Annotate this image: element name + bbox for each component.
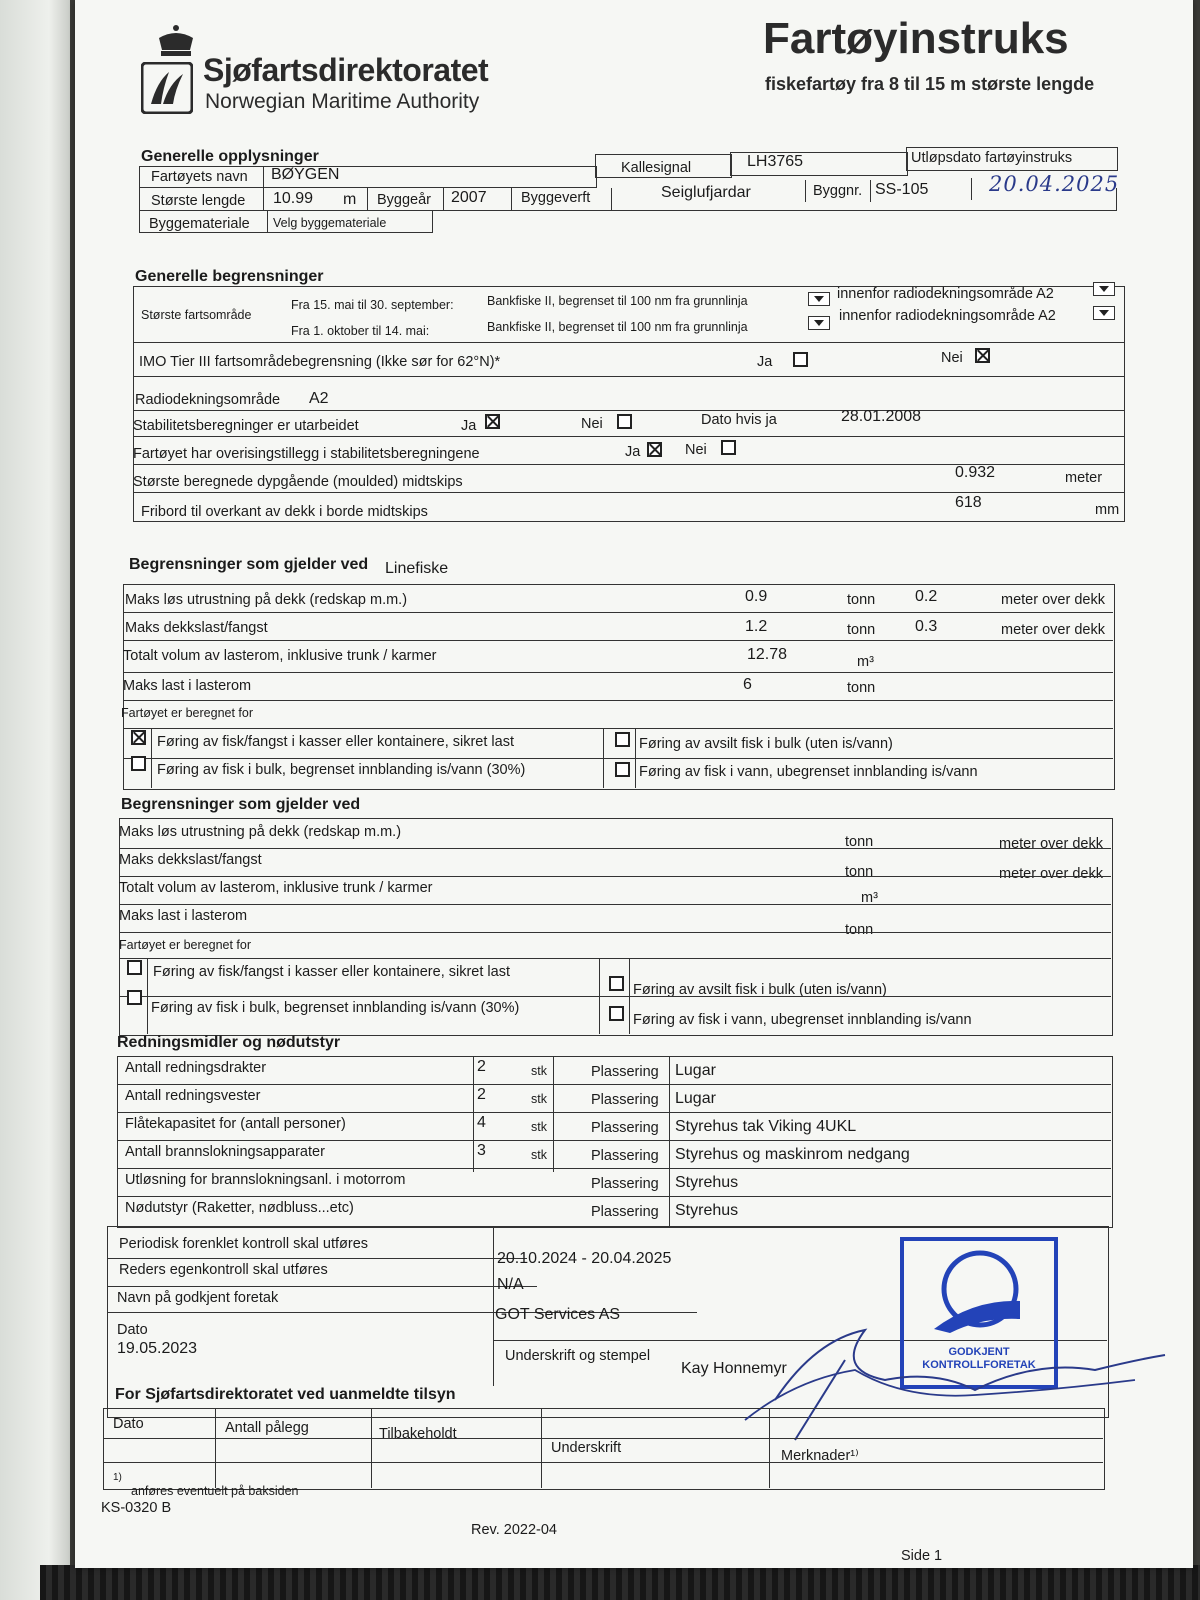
binder-spine <box>40 1565 1200 1600</box>
hold-label: Maks last i lasterom <box>123 678 252 694</box>
stamp-line1: GODKJENT <box>948 1346 1010 1358</box>
periodic-label: Periodisk forenklet kontroll skal utføres <box>119 1236 369 1252</box>
placement-label: Plassering <box>591 1204 659 1220</box>
col-orders: Antall pålegg <box>225 1420 309 1436</box>
icing-ja-checkbox[interactable] <box>647 442 662 457</box>
col-date: Dato <box>113 1416 144 1432</box>
col-remarks: Merknader¹⁾ <box>781 1448 859 1464</box>
loose-gear-tonn-field[interactable]: 0.9 <box>745 588 768 605</box>
rescue-row-placement[interactable]: Lugar <box>675 1090 716 1107</box>
rescue-row-placement[interactable]: Lugar <box>675 1062 716 1079</box>
freeboard-unit: mm <box>1095 502 1120 518</box>
rescue-row-label: Nødutstyr (Raketter, nødbluss...etc) <box>125 1200 354 1216</box>
general-limits-title: Generelle begrensninger <box>135 268 324 285</box>
opt4-checkbox[interactable] <box>615 762 630 777</box>
rescue-row-label: Antall redningsvester <box>125 1088 261 1104</box>
deck-cargo-label: Maks dekkslast/fangst <box>125 620 268 636</box>
icing-nei-checkbox[interactable] <box>721 440 736 455</box>
radio2-select[interactable]: innenfor radiodekningsområde A2 <box>839 308 1056 324</box>
opt1-label-2: Føring av fisk/fangst i kasser eller kontainere, sikret last <box>153 964 510 980</box>
radio-area-value[interactable]: A2 <box>309 390 329 407</box>
date-field[interactable]: 19.05.2023 <box>117 1340 198 1357</box>
stability-nei-checkbox[interactable] <box>617 414 632 429</box>
freeboard-field[interactable]: 618 <box>955 494 982 511</box>
period1-label: Fra 15. mai til 30. september: <box>291 298 454 312</box>
hold-label-2: Maks last i lasterom <box>119 908 248 924</box>
opt2-label-2: Føring av avsilt fisk i bulk (uten is/vann) <box>633 982 887 998</box>
icing-nei-label: Nei <box>685 442 707 458</box>
material-label: Byggemateriale <box>149 216 250 232</box>
rescue-title: Redningsmidler og nødutstyr <box>117 1034 341 1051</box>
icing-ja-label: Ja <box>625 444 641 460</box>
rescue-row-label: Antall brannslokningsapparater <box>125 1144 325 1160</box>
opt1-checkbox-2[interactable] <box>127 960 142 975</box>
company-label: Navn på godkjent foretak <box>117 1290 279 1306</box>
rescue-row-unit: stk <box>531 1148 547 1162</box>
build-year-field[interactable]: 2007 <box>451 189 487 206</box>
unit-height: meter over dekk <box>1001 592 1105 608</box>
length-field[interactable]: 10.99 <box>273 190 314 207</box>
deck-cargo-height-field[interactable]: 0.3 <box>915 618 938 635</box>
rescue-row-unit: stk <box>531 1064 547 1078</box>
callsign-label: Kallesignal <box>621 160 692 176</box>
rescue-row-placement[interactable]: Styrehus og maskinrom nedgang <box>675 1146 910 1163</box>
rescue-row-unit: stk <box>531 1120 547 1134</box>
col-held: Tilbakeholdt <box>379 1426 457 1442</box>
loose-gear-height-field[interactable]: 0.2 <box>915 588 938 605</box>
crown-icon <box>155 24 197 58</box>
general-info-title: Generelle opplysninger <box>141 148 319 165</box>
unit-tonn: tonn <box>845 864 874 880</box>
stability-ja-checkbox[interactable] <box>485 414 500 429</box>
opt4-label-2: Føring av fisk i vann, ubegrenset innblanding is/vann <box>633 1012 972 1028</box>
fishing-type-select[interactable]: Linefiske <box>385 560 449 577</box>
opt4-checkbox-2[interactable] <box>609 1006 624 1021</box>
hold-field[interactable]: 6 <box>743 676 752 693</box>
opt3-checkbox[interactable] <box>131 756 146 771</box>
max-area-label: Største fartsområde <box>141 308 252 322</box>
revision: Rev. 2022-04 <box>471 1522 557 1538</box>
opt4-label: Føring av fisk i vann, ubegrenset innblanding is/vann <box>639 764 978 780</box>
deck-cargo-label-2: Maks dekkslast/fangst <box>119 852 262 868</box>
rescue-row-count[interactable]: 2 <box>477 1086 486 1103</box>
rescue-row-label: Antall redningsdrakter <box>125 1060 267 1076</box>
unit-tonn: tonn <box>845 834 874 850</box>
opt2-checkbox-2[interactable] <box>609 976 624 991</box>
shipyard-label: Byggeverft <box>521 190 591 206</box>
vessel-name-field[interactable]: BØYGEN <box>271 166 340 183</box>
document-subtitle: fiskefartøy fra 8 til 15 m største lengde <box>765 74 1095 94</box>
owner-control-label: Reders egenkontroll skal utføres <box>119 1262 328 1278</box>
expiry-date-handwritten[interactable]: 20.04.2025 <box>989 172 1120 196</box>
vessel-name-label: Fartøyets navn <box>151 169 248 185</box>
rescue-row-count[interactable]: 3 <box>477 1142 486 1159</box>
footnote-mark: 1) <box>113 1472 122 1483</box>
opt3-label-2: Føring av fisk i bulk, begrenset innblanding is/vann (30%) <box>151 1000 520 1016</box>
imo-label: IMO Tier III fartsområdebegrensning (Ikke sør for 62°N)* <box>139 354 501 370</box>
designed-for-label-2: Fartøyet er beregnet for <box>119 938 252 952</box>
periodic-field[interactable]: 20.10.2024 - 20.04.2025 <box>497 1250 672 1267</box>
period2-label: Fra 1. oktober til 14. mai: <box>291 324 430 338</box>
document-title: Fartøyinstruks <box>763 14 1069 63</box>
icing-label: Fartøyet har overisingstillegg i stabilitetsberegningene <box>133 446 480 462</box>
stability-ja-label: Ja <box>461 418 477 434</box>
unit-height: meter over dekk <box>999 836 1103 852</box>
company-field[interactable]: GOT Services AS <box>495 1306 621 1323</box>
callsign-field[interactable]: LH3765 <box>747 153 804 170</box>
unit-m3: m³ <box>861 890 878 906</box>
rescue-row-count[interactable]: 2 <box>477 1058 486 1075</box>
rescue-row-label: Utløsning for brannslokningsanl. i motorrom <box>125 1172 406 1188</box>
maritime-logo-icon <box>141 62 193 114</box>
unit-height: meter over dekk <box>1001 622 1105 638</box>
placement-label: Plassering <box>591 1120 659 1136</box>
unit-height: meter over dekk <box>999 866 1103 882</box>
owner-control-field[interactable]: N/A <box>497 1276 524 1293</box>
form-page <box>75 0 1193 1568</box>
page-number: Side 1 <box>901 1548 943 1564</box>
date-if-yes-label: Dato hvis ja <box>701 412 777 428</box>
opt2-checkbox[interactable] <box>615 732 630 747</box>
draught-field[interactable]: 0.932 <box>955 464 996 481</box>
signature-label: Underskrift og stempel <box>505 1348 651 1364</box>
freeboard-label: Fribord til overkant av dekk i borde midtskips <box>141 504 428 520</box>
area2-dropdown-icon[interactable] <box>808 316 830 330</box>
opt2-label: Føring av avsilt fisk i bulk (uten is/vann) <box>639 736 893 752</box>
signer-name[interactable]: Kay Honnemyr <box>681 1360 787 1377</box>
imo-nei-checkbox[interactable] <box>975 348 990 363</box>
radio2-dropdown-icon[interactable] <box>1093 306 1115 320</box>
length-label: Største lengde <box>151 193 246 209</box>
stability-label: Stabilitetsberegninger er utarbeidet <box>133 418 359 434</box>
imo-ja-checkbox[interactable] <box>793 352 808 367</box>
stamp-line2: KONTROLLFORETAK <box>922 1359 1036 1371</box>
unit-tonn: tonn <box>847 680 876 696</box>
build-no-field[interactable]: SS-105 <box>875 181 929 198</box>
designed-for-label: Fartøyet er beregnet for <box>121 706 254 720</box>
limits2-title: Begrensninger som gjelder ved <box>121 796 361 813</box>
rescue-row-label: Flåtekapasitet for (antall personer) <box>125 1116 346 1132</box>
loose-gear-label: Maks løs utrustning på dekk (redskap m.m.) <box>125 592 408 608</box>
rescue-row-placement[interactable]: Styrehus tak Viking 4UKL <box>675 1118 857 1135</box>
unit-tonn: tonn <box>847 592 876 608</box>
radio1-select[interactable]: innenfor radiodekningsområde A2 <box>837 286 1054 302</box>
stability-nei-label: Nei <box>581 416 603 432</box>
volume-field[interactable]: 12.78 <box>747 646 788 663</box>
limits1-title: Begrensninger som gjelder ved <box>129 556 369 573</box>
area2-select[interactable]: Bankfiske II, begrenset til 100 nm fra grunnlinja <box>487 320 748 334</box>
area1-select[interactable]: Bankfiske II, begrenset til 100 nm fra grunnlinja <box>487 294 748 308</box>
expiry-label: Utløpsdato fartøyinstruks <box>911 150 1073 166</box>
rescue-row-placement[interactable]: Styrehus <box>675 1174 739 1191</box>
form-code: KS-0320 B <box>101 1500 172 1516</box>
opt3-label: Føring av fisk i bulk, begrenset innblanding is/vann (30%) <box>157 762 526 778</box>
inspection-title: For Sjøfartsdirektoratet ved uanmeldte tilsyn <box>115 1386 456 1403</box>
brand-subtitle: Norwegian Maritime Authority <box>205 90 480 113</box>
placement-label: Plassering <box>591 1148 659 1164</box>
rescue-row-placement[interactable]: Styrehus <box>675 1202 739 1219</box>
limits1-table <box>123 584 1115 790</box>
deck-cargo-tonn-field[interactable]: 1.2 <box>745 618 768 635</box>
draught-unit: meter <box>1065 470 1103 486</box>
rescue-row-unit: stk <box>531 1092 547 1106</box>
radio-area-label: Radiodekningsområde <box>135 392 281 408</box>
build-no-label: Byggnr. <box>813 183 863 199</box>
opt1-label: Føring av fisk/fangst i kasser eller kontainere, sikret last <box>157 734 514 750</box>
placement-label: Plassering <box>591 1092 659 1108</box>
material-select[interactable]: Velg byggemateriale <box>273 216 387 230</box>
brand-name: Sjøfartsdirektoratet <box>203 52 489 88</box>
opt3-checkbox-2[interactable] <box>127 990 142 1005</box>
footnote-text: anføres eventuelt på baksiden <box>131 1484 299 1498</box>
area1-dropdown-icon[interactable] <box>808 292 830 306</box>
unit-m3: m³ <box>857 654 874 670</box>
loose-gear-label-2: Maks løs utrustning på dekk (redskap m.m.) <box>119 824 402 840</box>
imo-nei-label: Nei <box>941 350 963 366</box>
volume-label: Totalt volum av lasterom, inklusive trunk / karmer <box>123 648 437 664</box>
build-year-label: Byggeår <box>377 192 432 208</box>
draught-label: Største beregnede dypgående (moulded) midtskips <box>133 474 463 490</box>
binder-edge <box>0 0 70 1600</box>
opt1-checkbox[interactable] <box>131 730 146 745</box>
stability-date-field[interactable]: 28.01.2008 <box>841 408 922 425</box>
imo-ja-label: Ja <box>757 354 773 370</box>
date-label: Dato <box>117 1322 148 1338</box>
radio1-dropdown-icon[interactable] <box>1093 282 1115 296</box>
placement-label: Plassering <box>591 1064 659 1080</box>
volume-label-2: Totalt volum av lasterom, inklusive trunk / karmer <box>119 880 433 896</box>
unit-tonn: tonn <box>845 922 874 938</box>
placement-label: Plassering <box>591 1176 659 1192</box>
rescue-row-count[interactable]: 4 <box>477 1114 486 1131</box>
shipyard-field[interactable]: Seiglufjardar <box>661 184 751 201</box>
length-unit: m <box>343 191 357 208</box>
col-signature: Underskrift <box>551 1440 622 1456</box>
unit-tonn: tonn <box>847 622 876 638</box>
